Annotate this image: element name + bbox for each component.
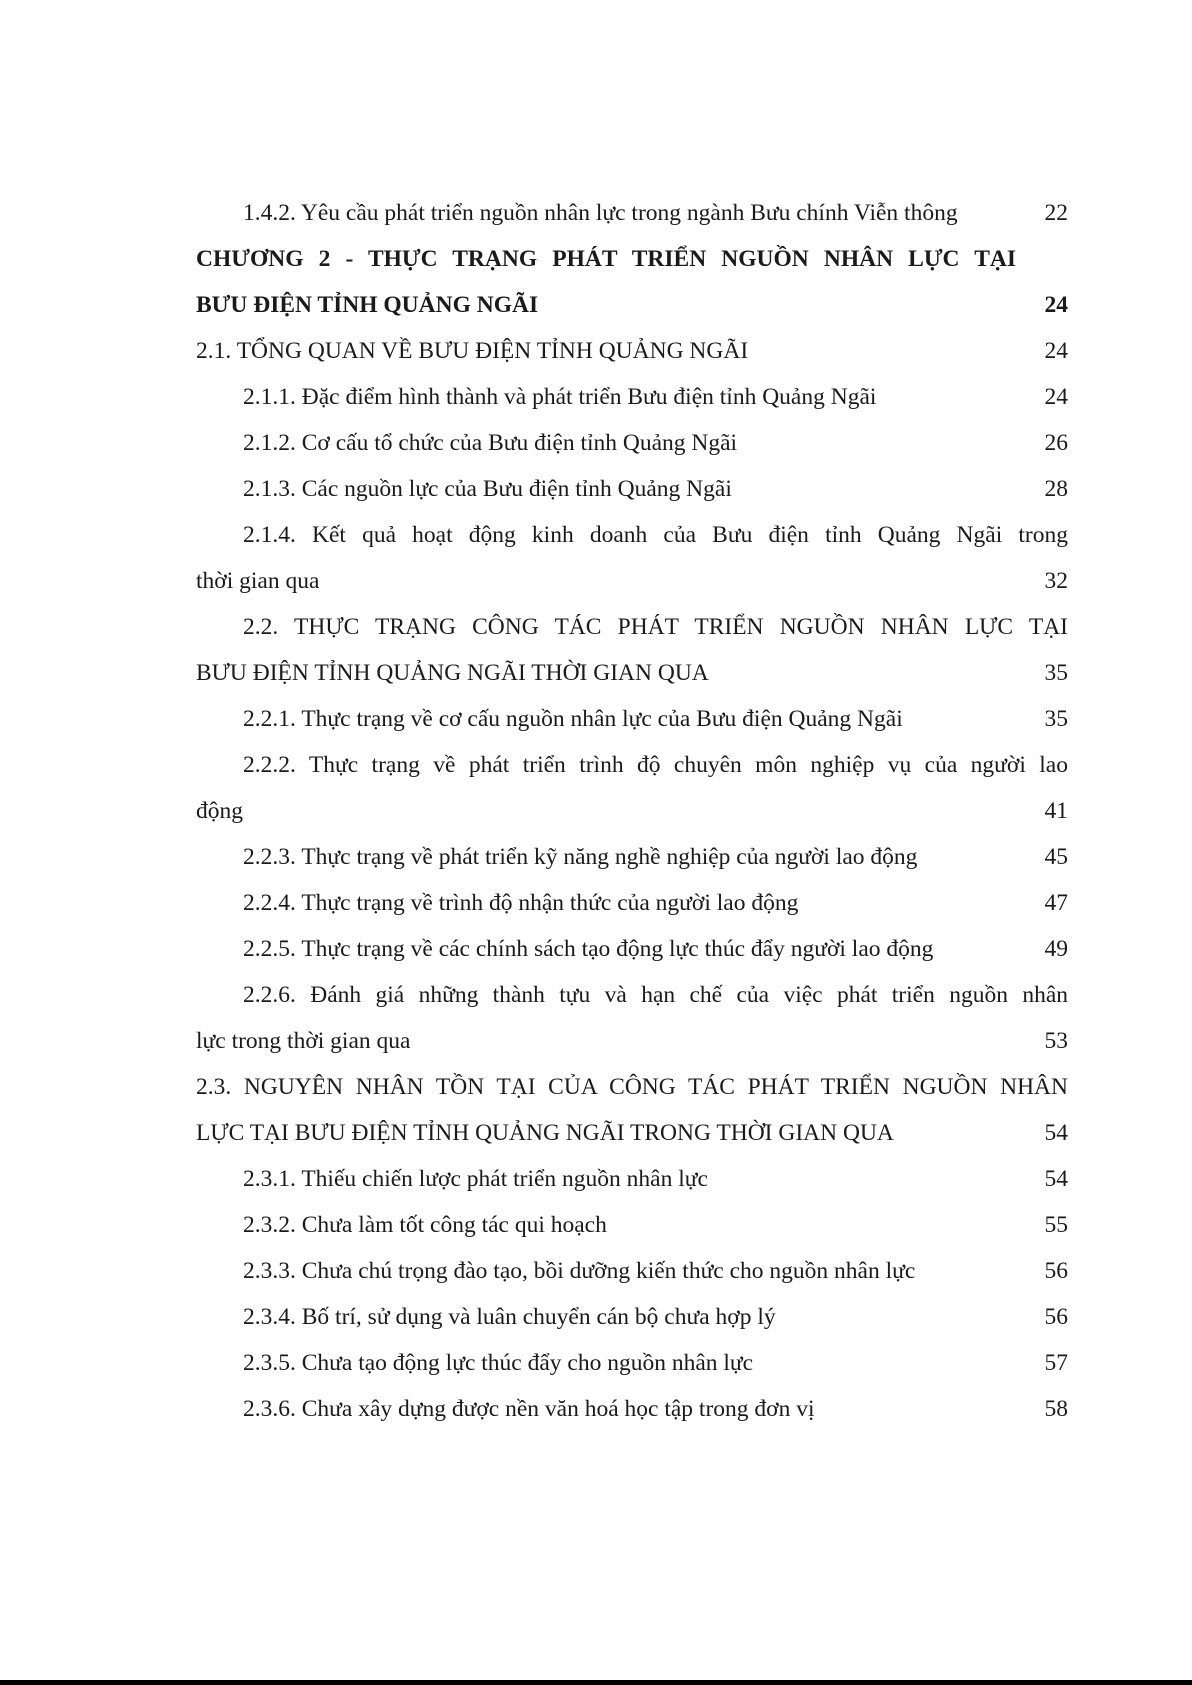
toc-entry-2-1-2[interactable]: [196, 420, 1068, 466]
toc-entry-2-1-3[interactable]: [196, 466, 1068, 512]
toc-page-number: 24: [1044, 292, 1068, 318]
toc-page-number: 49: [1044, 936, 1068, 962]
page-bottom-edge: [0, 1680, 1192, 1685]
toc-entry-title-continued: thời gian qua: [196, 568, 320, 594]
toc-entry-2-3-6[interactable]: [196, 1386, 1068, 1432]
toc-entry-2-1[interactable]: [196, 328, 1068, 374]
toc-entry-title: CHƯƠNG 2 - THỰC TRẠNG PHÁT TRIỂN NGUỒN NHÂN LỰC TẠI: [196, 246, 1016, 272]
toc-page-number: 56: [1044, 1258, 1068, 1284]
toc-entry-2-2-5[interactable]: [196, 926, 1068, 972]
toc-entry-2-3-1[interactable]: [196, 1156, 1068, 1202]
toc-entry-2-2-1[interactable]: [196, 696, 1068, 742]
table-of-contents: [196, 190, 1068, 1432]
toc-entry-2-2-4[interactable]: [196, 880, 1068, 926]
toc-page-number: 24: [1044, 384, 1068, 410]
toc-entry-title: 2.1. TỔNG QUAN VỀ BƯU ĐIỆN TỈNH QUẢNG NGÃI: [196, 338, 749, 364]
toc-entry-title-continued: động: [196, 798, 243, 824]
toc-entry-1-4-2[interactable]: [196, 190, 1068, 236]
toc-page-number: 22: [1044, 200, 1068, 226]
toc-entry-title: 2.2. THỰC TRẠNG CÔNG TÁC PHÁT TRIỂN NGUỒN NHÂN LỰC TẠI: [243, 614, 1068, 640]
toc-entry-title: 2.3.5. Chưa tạo động lực thúc đẩy cho nguồn nhân lực: [243, 1350, 754, 1376]
toc-page-number: 35: [1044, 706, 1068, 732]
toc-page-number: 32: [1044, 568, 1068, 594]
toc-page-number: 53: [1044, 1028, 1068, 1054]
toc-entry-2-2[interactable]: [196, 604, 1068, 696]
toc-entry-title: 2.3.2. Chưa làm tốt công tác qui hoạch: [243, 1212, 607, 1238]
toc-entry-2-3-3[interactable]: [196, 1248, 1068, 1294]
toc-entry-2-2-3[interactable]: [196, 834, 1068, 880]
toc-page-number: 54: [1044, 1120, 1068, 1146]
toc-entry-title: 2.3. NGUYÊN NHÂN TỒN TẠI CỦA CÔNG TÁC PHÁT TRIỂN NGUỒN NHÂN: [196, 1074, 1068, 1100]
toc-page-number: 26: [1044, 430, 1068, 456]
toc-entry-2-3-4[interactable]: [196, 1294, 1068, 1340]
toc-entry-title: 1.4.2. Yêu cầu phát triển nguồn nhân lực trong ngành Bưu chính Viễn thông: [243, 200, 958, 226]
toc-entry-title: 2.3.4. Bố trí, sử dụng và luân chuyển cán bộ chưa hợp lý: [243, 1304, 776, 1330]
toc-entry-2-2-2[interactable]: [196, 742, 1068, 834]
toc-page-number: 47: [1044, 890, 1068, 916]
toc-page-number: 41: [1044, 798, 1068, 824]
toc-page-number: 58: [1044, 1396, 1068, 1422]
toc-entry-title: 2.2.3. Thực trạng về phát triển kỹ năng nghề nghiệp của người lao động: [243, 844, 918, 870]
toc-page-number: 55: [1044, 1212, 1068, 1238]
toc-entry-title: 2.3.1. Thiếu chiến lược phát triển nguồn nhân lực: [243, 1166, 708, 1192]
toc-entry-title: 2.2.6. Đánh giá những thành tựu và hạn chế của việc phát triển nguồn nhân: [243, 982, 1068, 1008]
toc-entry-2-3[interactable]: [196, 1064, 1068, 1156]
toc-entry-title: 2.1.1. Đặc điểm hình thành và phát triển Bưu điện tỉnh Quảng Ngãi: [243, 384, 877, 410]
toc-entry-title-continued: LỰC TẠI BƯU ĐIỆN TỈNH QUẢNG NGÃI TRONG THỜI GIAN QUA: [196, 1120, 894, 1146]
toc-page-number: 28: [1044, 476, 1068, 502]
toc-entry-2-3-5[interactable]: [196, 1340, 1068, 1386]
toc-entry-2-3-2[interactable]: [196, 1202, 1068, 1248]
toc-page-number: 35: [1044, 660, 1068, 686]
toc-entry-title: 2.2.2. Thực trạng về phát triển trình độ chuyên môn nghiệp vụ của người lao: [243, 752, 1068, 778]
toc-entry-title: 2.1.4. Kết quả hoạt động kinh doanh của Bưu điện tỉnh Quảng Ngãi trong: [243, 522, 1068, 548]
toc-page-number: 45: [1044, 844, 1068, 870]
toc-page-number: 24: [1044, 338, 1068, 364]
toc-entry-title: 2.1.3. Các nguồn lực của Bưu điện tỉnh Quảng Ngãi: [243, 476, 732, 502]
toc-entry-title: 2.2.4. Thực trạng về trình độ nhận thức của người lao động: [243, 890, 799, 916]
toc-entry-title: 2.1.2. Cơ cấu tổ chức của Bưu điện tỉnh Quảng Ngãi: [243, 430, 738, 456]
toc-page-number: 56: [1044, 1304, 1068, 1330]
toc-entry-title: 2.2.1. Thực trạng về cơ cấu nguồn nhân lực của Bưu điện Quảng Ngãi: [243, 706, 903, 732]
toc-entry-title: 2.2.5. Thực trạng về các chính sách tạo động lực thúc đẩy người lao động: [243, 936, 934, 962]
toc-entry-2-2-6[interactable]: [196, 972, 1068, 1064]
toc-entry-chuong-2[interactable]: [196, 236, 1068, 328]
toc-entry-2-1-4[interactable]: [196, 512, 1068, 604]
toc-page-number: 54: [1044, 1166, 1068, 1192]
toc-entry-title-continued: lực trong thời gian qua: [196, 1028, 411, 1054]
toc-entry-2-1-1[interactable]: [196, 374, 1068, 420]
toc-entry-title: 2.3.3. Chưa chú trọng đào tạo, bồi dưỡng kiến thức cho nguồn nhân lực: [243, 1258, 916, 1284]
toc-page-number: 57: [1044, 1350, 1068, 1376]
toc-entry-title: 2.3.6. Chưa xây dựng được nền văn hoá học tập trong đơn vị: [243, 1396, 815, 1422]
toc-entry-title-continued: BƯU ĐIỆN TỈNH QUẢNG NGÃI: [196, 292, 539, 318]
toc-entry-title-continued: BƯU ĐIỆN TỈNH QUẢNG NGÃI THỜI GIAN QUA: [196, 660, 709, 686]
